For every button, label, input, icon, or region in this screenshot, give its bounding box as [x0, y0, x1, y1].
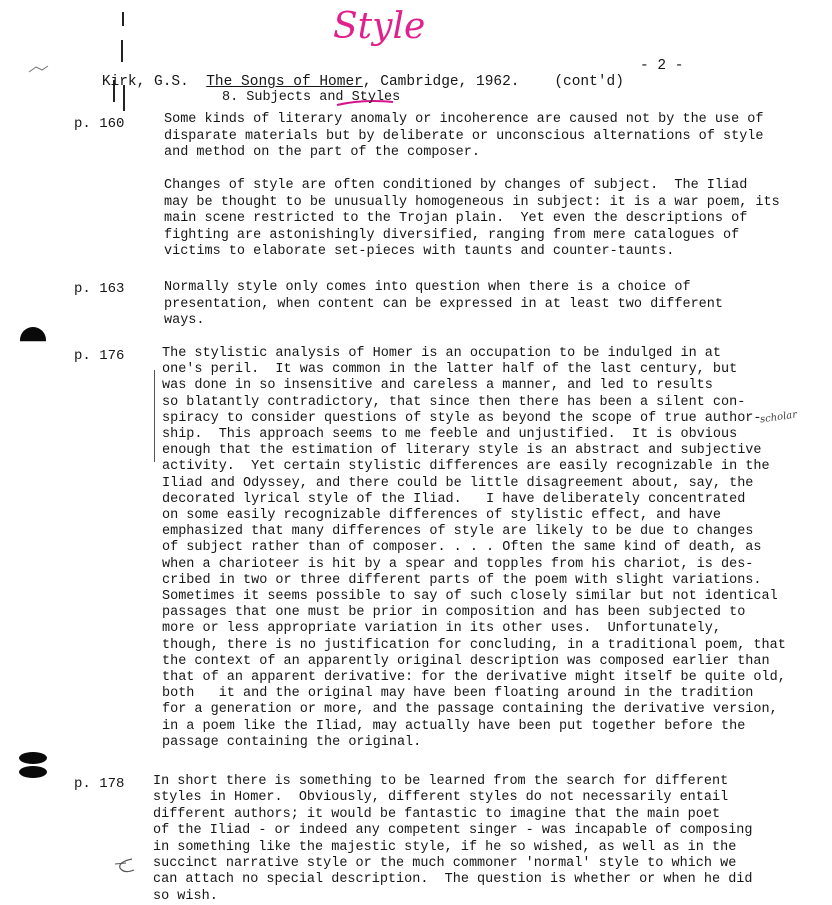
text-line: The stylistic analysis of Homer is an occupation to be indulged in at	[162, 346, 721, 361]
page-ref: p. 163	[74, 281, 125, 297]
text-line: of the Iliad - or indeed any competent singer - was incapable of composing	[153, 823, 753, 839]
page-ref: p. 178	[74, 776, 125, 792]
scribble-mark	[28, 64, 50, 74]
text-line: was done in so insensitive and careless a manner, and led to results	[162, 378, 713, 394]
text-line: both it and the original may have been floating around in the tradition	[162, 686, 754, 702]
text-line: Normally style only comes into question when there is a choice of	[164, 280, 691, 295]
text-line: on some easily recognizable differences of stylistic effect, and have	[162, 508, 721, 523]
text-line: so blatantly contradictory, that since then there has been a silent con-	[162, 394, 746, 410]
text-line: so wish.	[153, 888, 218, 904]
page-number: - 2 -	[640, 58, 684, 74]
author: Kirk, G.S.	[101, 74, 189, 90]
text-line: when a charioteer is hit by a spear and topples from his chariot, is des-	[162, 556, 754, 572]
text-line: for a generation or more, and the passage containing the derivative version,	[162, 702, 778, 718]
hole-punch-mark	[19, 766, 47, 778]
text-line: the context of an apparently original description was composed earlier than	[162, 653, 770, 669]
text-line: though, there is no justification for concluding, in a traditional poem, that	[162, 637, 786, 653]
text-line: styles in Homer. Obviously, different styles do not necessarily entail	[153, 790, 729, 806]
text-line: presentation, when content can be expressed in at least two different	[164, 296, 723, 312]
text-line: enough that the estimation of literary style is an abstract and subjective	[162, 443, 762, 459]
text-line: more or less appropriate variation in its other uses. Unfortunately,	[162, 621, 721, 637]
pen-mark	[122, 12, 124, 26]
text-line: main scene restricted to the Trojan plain. Yet even the descriptions of	[164, 211, 748, 226]
continued-label: (cont'd)	[554, 74, 624, 90]
text-line: ship. This approach seems to me feeble and unjustified. It is obvious	[162, 427, 738, 442]
text-line: activity. Yet certain stylistic differences are easily recognizable in the	[162, 459, 770, 475]
text-line: cribed in two or three different parts of the poem with slight variations.	[162, 572, 762, 588]
text-line: victims to elaborate set-pieces with taunts and counter-taunts.	[164, 244, 675, 259]
text-line: In short there is something to be learned from the search for different	[153, 774, 729, 789]
text-line: fighting are astonishingly diversified, ranging from mere catalogues of	[164, 227, 740, 243]
handwritten-style-annotation: Style	[333, 6, 426, 47]
text-line: Sometimes it seems possible to say of such closely similar but not identical	[162, 589, 778, 604]
text-line: passages that one must be prior in composition and has been subjected to	[162, 605, 746, 621]
text-line: Some kinds of literary anomaly or incoherence are caused not by the use of	[164, 112, 764, 127]
text-line: in a poem like the Iliad, may actually have been put together before the	[162, 718, 746, 734]
text-line: in something like the majestic style, if he so wished, as well as in the	[153, 839, 737, 855]
text-line: spiracy to consider questions of style as beyond the scope of true author-	[162, 410, 762, 426]
text-line: may be thought to be unusually homogeneous in subject: it is a war poem, its	[164, 194, 780, 210]
text-line: decorated lyrical style of the Iliad. I have deliberately concentrated	[162, 491, 746, 507]
hole-punch-mark	[19, 752, 47, 764]
page-ref: p. 160	[74, 116, 125, 132]
text-line: can attach no special description. The question is whether or when he did	[153, 872, 753, 888]
handwritten-mark	[112, 856, 138, 876]
book-title: The Songs of Homer	[206, 74, 363, 90]
text-line: Changes of style are often conditioned by changes of subject. The Iliad	[164, 178, 748, 193]
text-line: ways.	[164, 313, 205, 328]
page-ref: p. 176	[74, 348, 125, 364]
publication-info: , Cambridge, 1962.	[362, 74, 520, 90]
text-line: of subject rather than of composer. . . . Often the same kind of death, as	[162, 540, 762, 556]
hole-punch-mark	[20, 327, 46, 353]
margin-line	[154, 370, 155, 462]
text-line: passage containing the original.	[162, 734, 422, 750]
text-line: one's peril. It was common in the latter half of the last century, but	[162, 362, 738, 378]
text-line: emphasized that many differences of style are likely to be due to changes	[162, 524, 754, 540]
text-line: that of an apparent derivative: for the derivative might itself be quite old,	[162, 670, 786, 685]
text-line: Iliad and Odyssey, and there could be little disagreement about, say, the	[162, 475, 754, 491]
text-line: succinct narrative style or the much commoner 'normal' style to which we	[153, 856, 737, 871]
text-line: and method on the part of the composer.	[164, 145, 480, 160]
text-line: different authors; it would be fantastic to imagine that the main poet	[153, 806, 721, 822]
section-heading: 8. Subjects and Styles	[222, 90, 401, 105]
text-line: disparate materials but by deliberate or unconscious alternations of style	[164, 128, 764, 144]
handwritten-margin-note: scholar	[759, 409, 798, 426]
